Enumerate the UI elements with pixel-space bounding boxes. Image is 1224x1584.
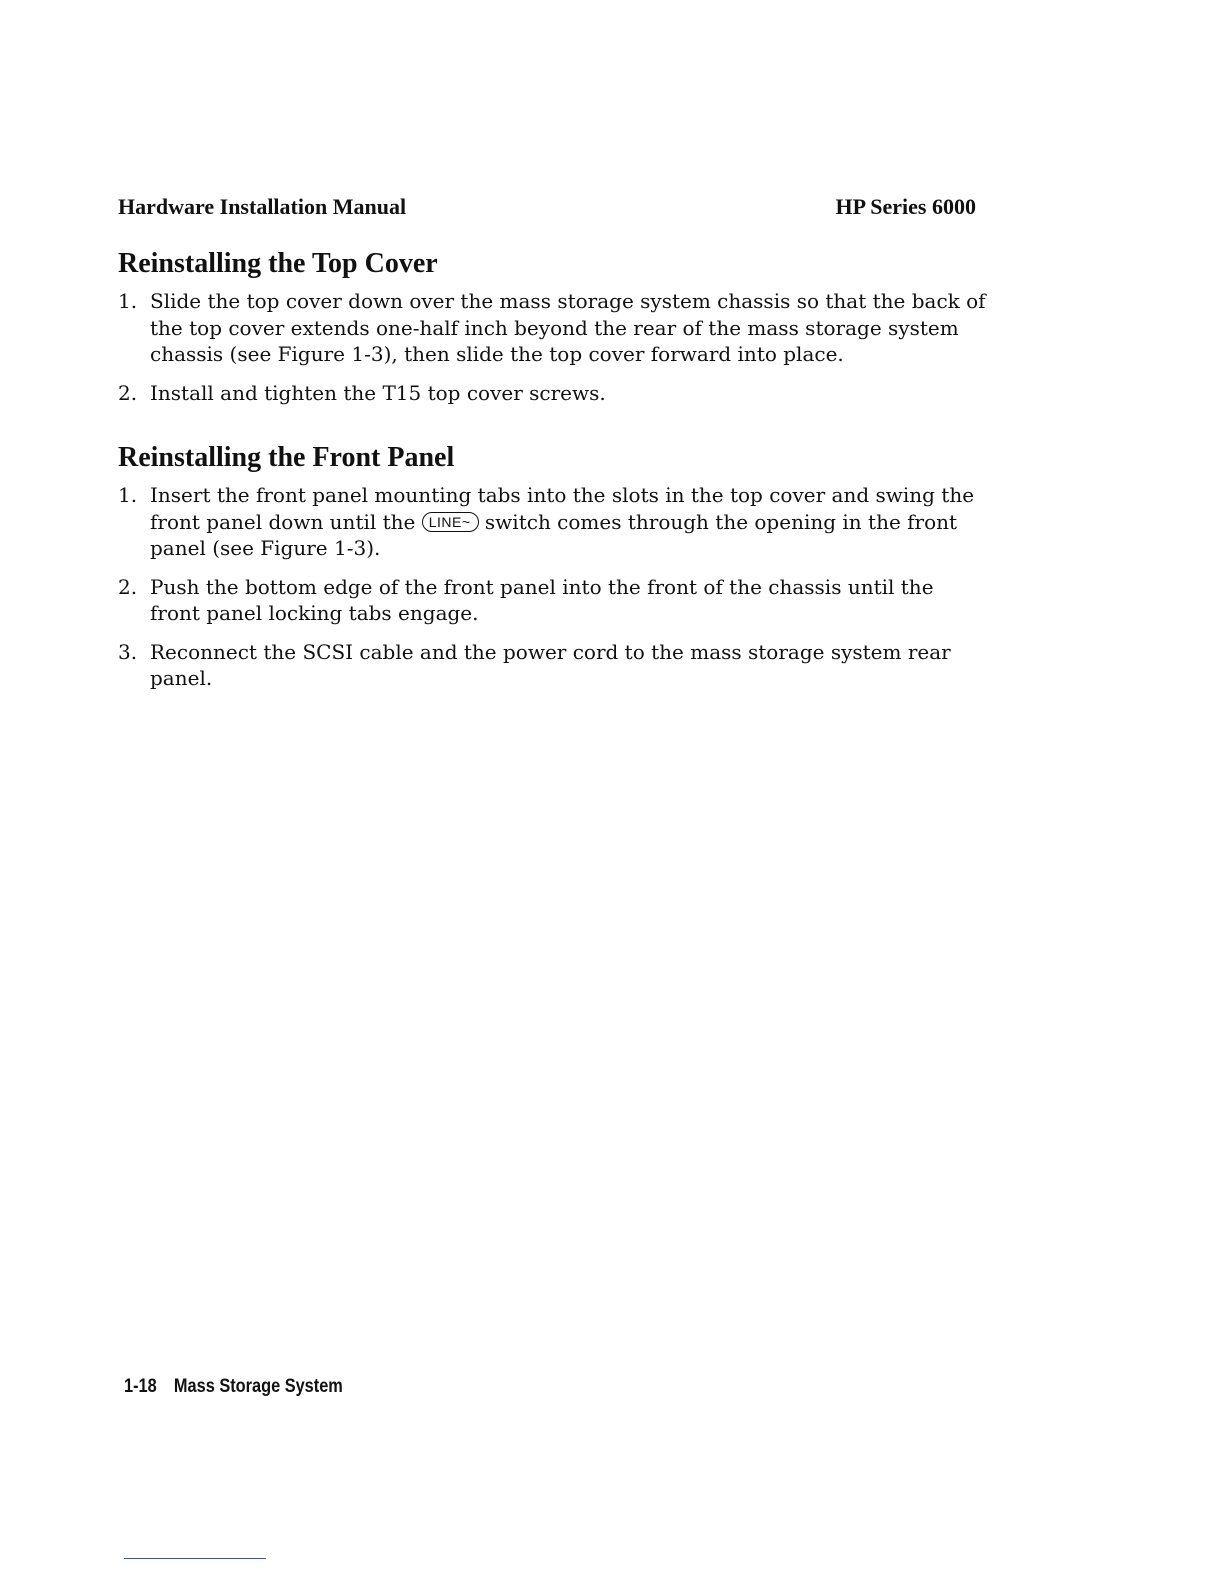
front-panel-steps <box>118 482 988 692</box>
top-cover-steps <box>118 288 988 406</box>
step-number: 2. <box>118 380 138 405</box>
running-footer <box>124 1375 343 1399</box>
section-heading-top-cover: Reinstalling the Top Cover <box>118 248 438 279</box>
line-key-icon: LINE~ <box>422 512 479 532</box>
manual-title: Hardware Installation Manual <box>118 194 407 219</box>
step-text-after-key: switch comes through the opening in the front panel (see Figure 1-3). <box>150 509 958 560</box>
step-text: Install and tighten the T15 top cover screws. <box>150 380 606 405</box>
list-item <box>118 482 988 562</box>
step-text: Slide the top cover down over the mass storage system chassis so that the back of the top cover extends one-half inch beyond the rear of the mass storage system chassis (see Figure 1-3), then slide the top cover forward into place. <box>150 289 986 366</box>
step-number: 2. <box>118 574 138 599</box>
product-series: HP Series 6000 <box>835 194 976 219</box>
step-text-before-key: Insert the front panel mounting tabs into the slots in the top cover and swing the front panel down until the <box>150 483 975 534</box>
step-text: Push the bottom edge of the front panel into the front of the chassis until the front panel locking tabs engage. <box>150 574 934 625</box>
list-item <box>118 288 988 368</box>
step-number: 3. <box>118 639 138 664</box>
step-number: 1. <box>118 289 138 313</box>
step-text: Reconnect the SCSI cable and the power cord to the mass storage system rear panel. <box>150 639 951 690</box>
page-content <box>118 246 988 704</box>
page-number: 1-18 <box>124 1376 157 1397</box>
list-item <box>118 639 988 692</box>
chapter-title: Mass Storage System <box>173 1376 343 1397</box>
section-heading-front-panel: Reinstalling the Front Panel <box>118 442 455 473</box>
step-number: 1. <box>118 483 138 507</box>
list-item <box>118 574 988 627</box>
bottom-divider <box>124 1558 266 1559</box>
list-item <box>118 380 988 407</box>
running-header <box>118 193 976 221</box>
